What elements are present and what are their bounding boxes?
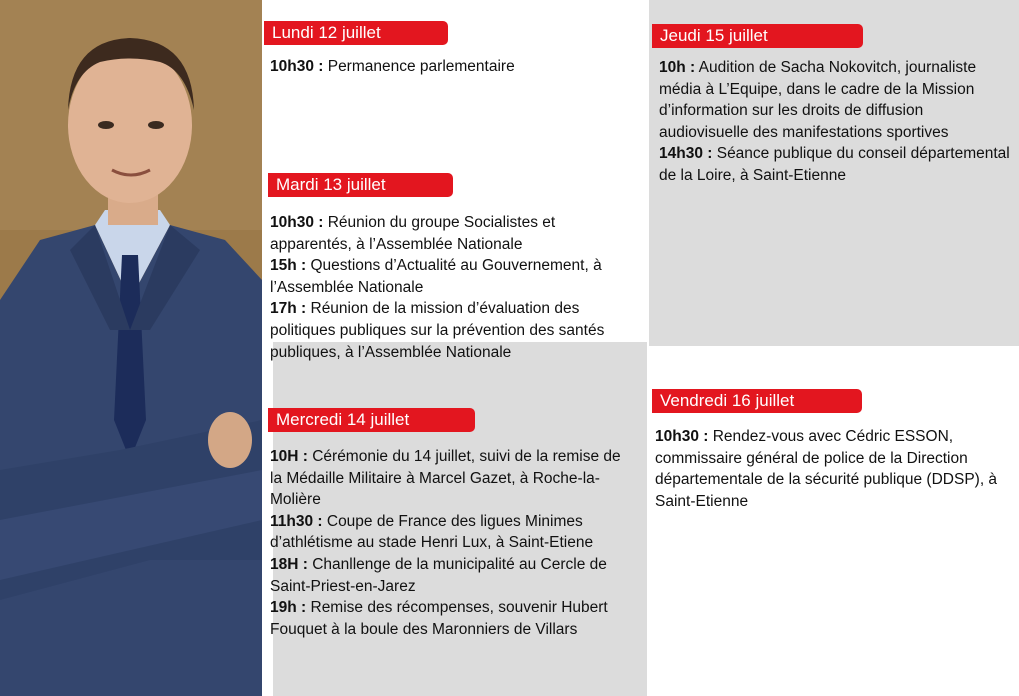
event-time: 17h : (270, 300, 307, 318)
day-schedule-vendredi (655, 426, 1015, 512)
event-entry (270, 446, 636, 511)
event-text: Séance publique du conseil départemental de la Loire, à Saint-Etienne (659, 145, 1010, 184)
day-tag-lundi: Lundi 12 juillet (264, 21, 448, 45)
day-tag-mardi: Mardi 13 juillet (268, 173, 453, 197)
event-time: 18H : (270, 555, 308, 573)
day-schedule-lundi (270, 56, 640, 78)
event-text: Remise des récompenses, souvenir Hubert Fouquet à la boule des Maronniers de Villars (270, 599, 608, 638)
event-time: 19h : (270, 599, 307, 617)
event-text: Coupe de France des ligues Minimes d’athlétisme au stade Henri Lux, à Saint-Etiene (270, 512, 594, 552)
portrait-photo (0, 0, 262, 696)
day-tag-vendredi: Vendredi 16 juillet (652, 389, 862, 413)
event-text: Questions d’Actualité au Gouvernement, à l’Assemblée Nationale (270, 257, 602, 296)
event-time: 10h30 : (270, 214, 324, 231)
day-schedule-mercredi (270, 446, 636, 640)
event-text: Réunion du groupe Socialistes et apparentés, à l’Assemblée Nationale (270, 214, 556, 253)
portrait-illustration (0, 0, 262, 696)
event-entry (270, 554, 636, 597)
event-entry (655, 426, 1015, 512)
event-time: 10h30 : (655, 428, 709, 445)
event-text: Rendez-vous avec Cédric ESSON, commissaire général de police de la Direction départementale de la sécurité publique (DDSP), à Saint-Etienne (655, 428, 998, 510)
event-time: 15h : (270, 257, 307, 275)
event-entry (270, 511, 636, 554)
day-tag-jeudi: Jeudi 15 juillet (652, 24, 863, 48)
event-text: Cérémonie du 14 juillet, suivi de la remise de la Médaille Militaire à Marcel Gazet, à Roche-la-Molière (270, 448, 621, 509)
event-time: 10H : (270, 448, 308, 465)
event-time: 10h30 : (270, 58, 324, 75)
event-time: 11h30 : (270, 512, 323, 530)
event-entry (270, 212, 630, 255)
event-text: Réunion de la mission d’évaluation des politiques publiques sur la prévention des santés publiques, à l’Assemblée Nationale (270, 300, 605, 361)
day-schedule-mardi (270, 212, 630, 363)
event-entry (270, 298, 630, 363)
event-entry (270, 56, 640, 78)
event-entry (270, 597, 636, 640)
event-text: Permanence parlementaire (323, 58, 515, 75)
day-tag-mercredi: Mercredi 14 juillet (268, 408, 475, 432)
event-time: 10h : (659, 59, 696, 76)
event-entry (270, 255, 630, 298)
day-schedule-jeudi (659, 57, 1015, 187)
event-entry (659, 143, 1015, 186)
event-text: Chanllenge de la municipalité au Cercle de Saint-Priest-en-Jarez (270, 555, 607, 595)
event-text: Audition de Sacha Nokovitch, journaliste média à L’Equipe, dans le cadre de la Mission d’information sur les droits de diffusion audiovisuelle des manifestations sportives (659, 59, 977, 141)
event-time: 14h30 : (659, 145, 713, 163)
event-entry (659, 57, 1015, 143)
